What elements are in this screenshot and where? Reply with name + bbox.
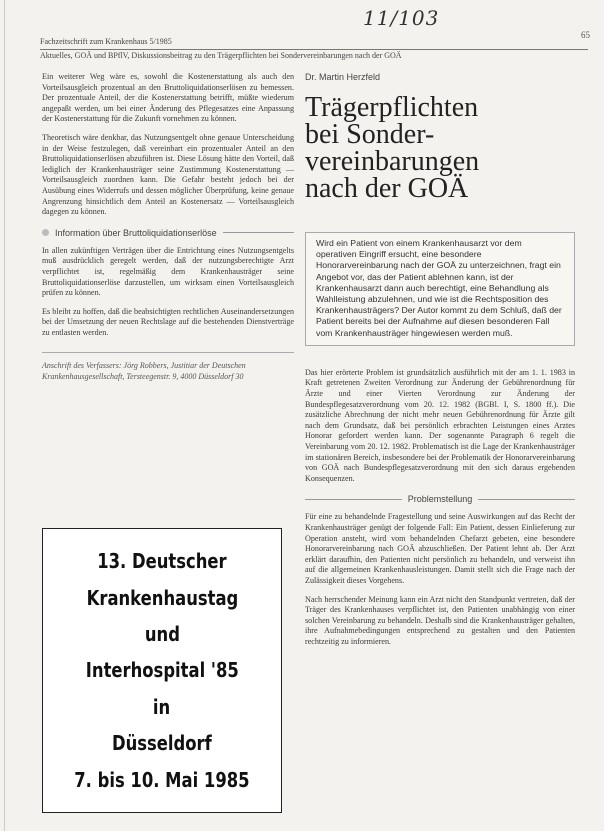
title-line-2: bei Sonder- bbox=[305, 119, 435, 150]
bullet-icon bbox=[42, 229, 49, 236]
section-rule-right bbox=[478, 499, 575, 500]
title-line-4: nach der GOÄ bbox=[305, 173, 469, 204]
title-line-1: Trägerpflichten bbox=[305, 92, 479, 123]
poster-line-7: 7. bis 10. Mai 1985 bbox=[74, 767, 250, 792]
section-rule-left bbox=[305, 499, 402, 500]
right-body-text-2 bbox=[305, 512, 575, 647]
left-column bbox=[42, 72, 294, 382]
section-heading-problem-label: Problemstellung bbox=[407, 494, 473, 505]
left-paragraph-3: In allen zukünftigen Verträgen über die Entrichtung eines Nutzungsentgelts muß ausdrücklich geregelt werden, daß der nutzungsberechtigte Arzt verpflichtet ist, regelmäßig dem Krankenhausträger seine Bruttoliquidationserlöse darzustellen, um wirksam einen Vorteilsausgleich prüfen zu können. bbox=[42, 245, 294, 298]
article-title bbox=[305, 94, 575, 202]
left-paragraph-1: Ein weiterer Weg wäre es, sowohl die Kostenerstattung als auch den Vorteilsausgleich prozentual an den Bruttoliquidationserlösen zu bemessen. Der prozentuale Anteil, der die Kostenerstattung betrifft, müßte wiederum angepaßt werden, um bei einer Änderung des Pflegesatzes eine Anpassung der Kostenerstattung für die Zukunft vornehmen zu können. bbox=[42, 72, 294, 124]
header-line-2: Aktuelles, GOÄ und BPflV, Diskussionsbeitrag zu den Trägerpflichten bei Sondervereinbarungen nach der GOÄ bbox=[40, 51, 402, 60]
left-paragraph-2: Theoretisch wäre denkbar, das Nutzungsentgelt ohne genaue Unterscheidung in der Weise festzulegen, daß vereinbart ein prozentualer Anteil an den Bruttoliquidationserlösen abzuführen ist. Diese Lösung hätte den Vorteil, daß lediglich der Krankenhausträger seine Zustimmung Kostenerstattung — Vorteilsausgleich zuordnen kann. Die Gefahr besteht jedoch bei der Ausübung eines Widerrufs und dessen möglicher Überprüfung, keine genaue Angrenzung hinsichtlich dem Anteil an Kostenersatz — Vorteilsausgleich dagegen zu können. bbox=[42, 132, 294, 217]
right-body-text bbox=[305, 368, 575, 485]
left-body-text-2 bbox=[42, 246, 294, 339]
handwritten-number: 11/103 bbox=[363, 6, 440, 30]
right-paragraph-2: Für eine zu behandelnde Fragestellung und seine Auswirkungen auf das Recht der Krankenhausträger genügt der folgende Fall: Ein Patient, dessen Einlieferung zur Operation ansteht, wird vom behandelnden Chefarzt gebeten, eine besondere Honorarvereinbarung nach GOÄ abzuschließen. Der Patient lehnt ab. Der Arzt erklärt daraufhin, den Patienten nicht persönlich zu behandeln, und verweist ihn auf die allgemeinen Krankenhausleistungen. Damit stellt sich die Frage nach der Zulässigkeit dieses Vorgehens. bbox=[305, 512, 575, 585]
title-line-3: vereinbarungen bbox=[305, 146, 480, 177]
poster-line-6: Düsseldorf bbox=[112, 731, 212, 756]
right-column bbox=[305, 72, 575, 647]
article-author: Dr. Martin Herzfeld bbox=[305, 72, 381, 82]
poster-line-2: Krankenhaustag bbox=[86, 585, 238, 610]
header-line-1: Fachzeitschrift zum Krankenhaus 5/1985 bbox=[40, 37, 172, 46]
left-paragraph-4: Es bleibt zu hoffen, daß die beabsichtigten rechtlichen Auseinandersetzungen bei der Umsetzung der neuen Rechtslage auf die bestehenden Dienstverträge zu entlasten werden. bbox=[42, 306, 294, 337]
running-header bbox=[40, 36, 588, 62]
article-abstract: Wird ein Patient von einem Krankenhausarzt vor dem operativen Eingriff ersucht, eine besondere Honorarvereinbarung nach der GOÄ zu unterzeichnen, fragt ein Angebot vor, das der Patient ablehnen kann, ist der Krankenhausarzt dann auch berechtigt, eine Behandlung als Wahlleistung abzulehnen, und wie ist die Rechtsposition des Krankenhausträgers? Der Autor kommt zu dem Schluß, daß der Patient bereits bei der Aufnahme auf diesen besonderen Fall vom Krankenhausträger hingewiesen werden muß. bbox=[305, 232, 575, 346]
poster-line-4: Interhospital '85 bbox=[85, 658, 239, 683]
poster-line-3: und bbox=[144, 622, 180, 647]
section-heading-info bbox=[42, 228, 294, 238]
section-rule bbox=[223, 232, 294, 233]
section-heading-problem bbox=[305, 494, 575, 504]
page-edge-shadow bbox=[4, 0, 5, 831]
section-heading-info-label: Information über Bruttoliquidationserlöse bbox=[55, 227, 217, 238]
right-paragraph-1: Das hier erörterte Problem ist grundsätzlich ausführlich mit der am 1. 1. 1983 in Kraft getretenen Zweiten Verordnung zur Änderung der Gebührenordnung für Ärzte und einer Vierten Verordnung zur Änderung der Bundespflegesatzverordnung vom 20. 12. 1982 (BGBl. I, S. 1800 ff.). Die zusätzliche Abrechnung der nicht mehr neuen Gebührenordnung für Ärzte gilt nach dem Grundsatz, daß bei persönlich erbrachten Leistungen eines Arztes Honorar gefordert werden kann. Der sogenannte Paragraph 6 regelt die Vereinbarung vom 20. 12. 1982. Problematisch ist die Lage der Krankenhausträger im stationären Bereich, insbesondere bei der Problematik der Honorarvereinbarung von GOÄ nach Bundespflegesatzverordnung mit den sich daraus ergebenden Konsequenzen. bbox=[305, 367, 575, 483]
poster-line-1: 13. Deutscher bbox=[97, 549, 227, 574]
author-address: Anschrift des Verfassers: Jörg Robbers, Justitiar der Deutschen Krankenhausgesellschaft, Tersteegenstr. 9, 4000 Düsseldorf 30 bbox=[42, 352, 294, 382]
poster-line-5: in bbox=[153, 694, 171, 719]
left-body-text bbox=[42, 72, 294, 218]
page-number: 65 bbox=[581, 30, 590, 40]
event-poster bbox=[42, 528, 282, 813]
right-paragraph-3: Nach herrschender Meinung kann ein Arzt nicht den Standpunkt vertreten, daß der Träger des Krankenhauses verpflichtet ist, den Patienten unabhängig von einer solchen Vereinbarung zu behandeln. Deshalb sind die Krankenhausträger gehalten, ihre Aufnahmebedingungen entsprechend zu gestalten und den Patienten rechtzeitig zu informieren. bbox=[305, 594, 575, 646]
